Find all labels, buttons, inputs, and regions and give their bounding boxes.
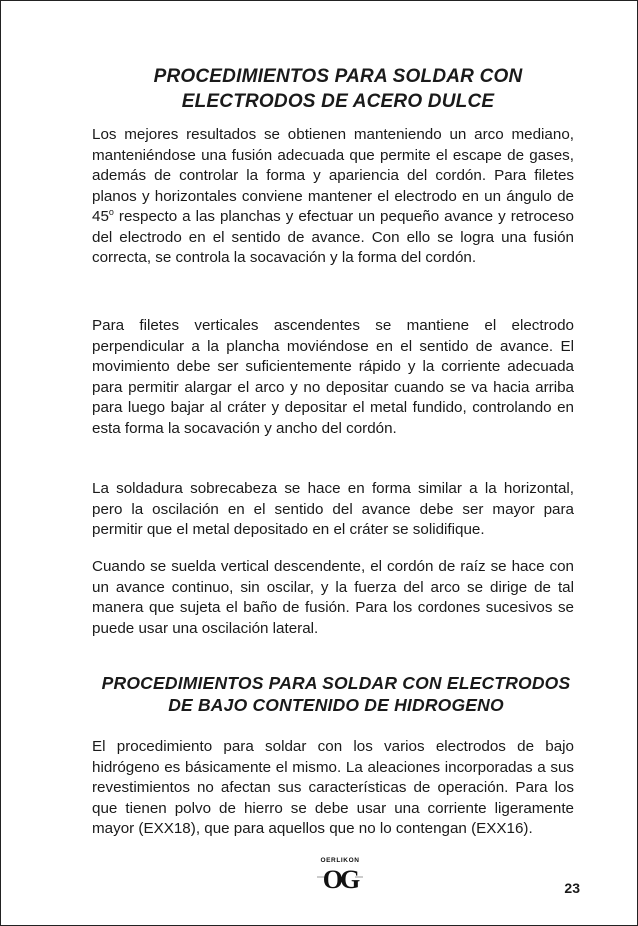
section-heading-acero-dulce [88,64,588,114]
paragraph-text-start: Los mejores resultados se obtienen manteniendo un arco mediano, manteniéndose una fusión adecuada que permite el escape de gases, además de controlar la forma y apariencia del cordón. Para filetes planos y horizontales conviene mantener el electrodo en un ángulo de 45 [92,126,574,225]
brand-logo [313,855,367,893]
heading-line-1: PROCEDIMIENTOS PARA SOLDAR CON [153,66,523,87]
degree-mark: o [108,206,114,217]
paragraph-text-end: respecto a las planchas y efectuar un pequeño avance y retroceso del electrodo en el sentido de avance. Con ello se logra una fusión correcta, se controla la socavación y la forma del cordón. [92,208,574,266]
page-number: 23 [564,880,580,896]
section-heading-bajo-hidrogeno [100,672,572,716]
heading-line-2: ELECTRODOS DE ACERO DULCE [181,91,495,112]
paragraph-sobrecabeza: La soldadura sobrecabeza se hace en forma similar a la horizontal, pero la oscilación en el sentido del avance debe ser mayor para permitir que el metal depositado en el cráter se solidifique. [92,480,574,538]
page-border-top [0,0,638,1]
logo-brand-text: OERLIKON [320,857,360,864]
heading-line-2: DE BAJO CONTENIDO DE HIDROGENO [168,695,504,715]
heading-line-1: PROCEDIMIENTOS PARA SOLDAR CON ELECTRODOS [101,673,571,693]
paragraph-vertical-descendente: Cuando se suelda vertical descendente, el cordón de raíz se hace con un avance continuo, sin oscilar, y la fuerza del arco se dirige de tal manera que sujeta el baño de fusión. Para los cordones sucesivos se puede usar una oscilación lateral. [92,558,574,637]
page-border-left [0,0,1,926]
paragraph-bajo-hidrogeno: El procedimiento para soldar con los varios electrodos de bajo hidrógeno es básicamente el mismo. La aleaciones incorporadas a sus revestimientos no afectan sus características de operación. Para los que tienen polvo de hierro se debe usar una corriente ligeramente mayor (EXX18), que para aquellos que no lo contengan (EXX16). [92,738,574,837]
logo-monogram: OG [322,865,358,893]
paragraph-resultados [92,125,574,269]
paragraph-verticales-ascendentes: Para filetes verticales ascendentes se mantiene el electrodo perpendicular a la plancha moviéndose en el sentido de avance. El movimiento debe ser suficientemente rápido y la corriente adecuada para permitir alargar el arco y no depositar cuando se va hacia arriba para luego bajar al cráter y depositar el metal fundido, controlando en esta forma la socavación y ancho del cordón. [92,317,574,437]
